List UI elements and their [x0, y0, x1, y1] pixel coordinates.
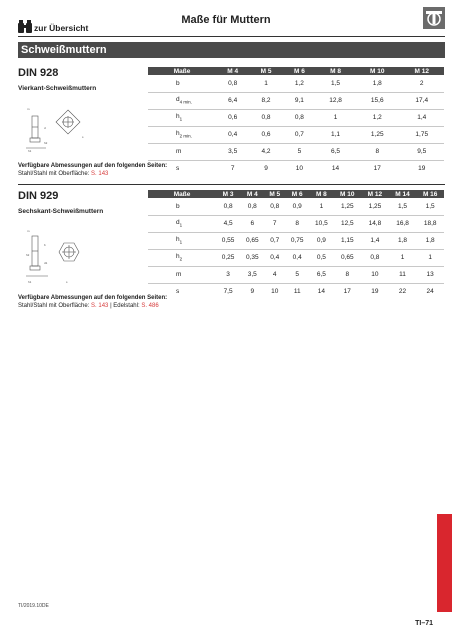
table-cell: 10 [361, 266, 389, 283]
din929-availability [18, 294, 167, 310]
row-label-subscript: 1 [179, 222, 183, 228]
table-row [148, 249, 444, 266]
din929-title: DIN 929 [18, 190, 59, 202]
column-header-size: M 8 [309, 190, 333, 198]
table-row [148, 232, 444, 249]
table-cell: 1 [416, 249, 444, 266]
table-cell: 10,5 [309, 215, 333, 232]
table-row [148, 126, 444, 143]
table-cell: 9,1 [283, 92, 316, 109]
table-cell: 0,8 [361, 249, 389, 266]
table-cell: 0,9 [309, 232, 333, 249]
table-cell: 1,8 [416, 232, 444, 249]
table-cell: 1,25 [333, 198, 361, 215]
table-cell: 6,4 [216, 92, 249, 109]
din928-drawing [24, 100, 90, 154]
table-cell: 1,2 [355, 109, 399, 126]
column-header-size: M 16 [416, 190, 444, 198]
table-cell: 1 [309, 198, 333, 215]
table-cell: 11 [293, 288, 301, 296]
din928-avail-page-link[interactable]: S. 143 [91, 171, 109, 177]
din928-avail-heading: Verfügbare Abmessungen auf den folgenden Seiten: [18, 163, 168, 169]
svg-text:h2: h2 [26, 253, 30, 257]
table-cell: 0,4 [264, 249, 285, 266]
row-label-symbol: d [176, 219, 180, 227]
table-cell: 9 [264, 165, 268, 173]
table-cell: 0,5 [309, 249, 333, 266]
table-cell: 1,8 [355, 75, 399, 92]
table-cell: 1 [316, 109, 355, 126]
table-cell: 7,5 [223, 288, 233, 296]
table-cell: 0,65 [333, 249, 361, 266]
row-label-symbol: s [176, 288, 180, 296]
svg-text:d: d [44, 126, 46, 130]
table-cell: 1,1 [316, 126, 355, 143]
table-cell: 17 [343, 288, 351, 296]
table-cell: 9,5 [399, 143, 444, 160]
din928-avail-prefix: Stahl/Stahl mit Oberfläche: [18, 171, 92, 177]
table-cell: 1,4 [361, 232, 389, 249]
table-row [148, 109, 444, 126]
svg-text:s: s [82, 135, 84, 139]
row-label-symbol: m [176, 148, 182, 155]
row-label-symbol: h [176, 130, 180, 138]
table-cell: 0,8 [216, 75, 249, 92]
table-cell: 10 [271, 288, 279, 296]
row-label-subscript: 4 min. [179, 99, 192, 105]
table-cell: 1,25 [355, 126, 399, 143]
table-cell: 1,5 [416, 198, 444, 215]
table-cell: 3 [216, 266, 240, 283]
page-title: Maße für Muttern [181, 14, 271, 26]
svg-text:m: m [27, 107, 30, 111]
column-header-size: M 3 [216, 190, 240, 198]
table-cell: 1,8 [389, 232, 417, 249]
table-cell: 4 [264, 266, 285, 283]
row-label-symbol: s [176, 165, 180, 173]
table-cell: 15,6 [355, 92, 399, 109]
table-cell: 8 [355, 143, 399, 160]
table-cell: 8 [333, 266, 361, 283]
table-cell: 19 [418, 165, 426, 173]
table-cell: 8,2 [249, 92, 282, 109]
column-header-size: M 5 [249, 67, 282, 75]
din928-subtitle: Vierkant-Schweißmuttern [18, 85, 97, 92]
table-cell: 1,4 [399, 109, 444, 126]
table-cell: 6,5 [309, 266, 333, 283]
row-label-symbol: d [176, 96, 180, 104]
row-label [148, 75, 216, 92]
table-cell: 4,5 [216, 215, 240, 232]
column-header-size: M 4 [216, 67, 249, 75]
table-cell: 3,5 [240, 266, 264, 283]
table-cell: 5 [283, 143, 316, 160]
table-cell: 11 [389, 266, 417, 283]
table-row [148, 92, 444, 109]
table-cell: 0,7 [283, 126, 316, 143]
column-header-size: M 10 [355, 67, 399, 75]
din929-avail-prefix: Stahl/Stahl mit Oberfläche: [18, 303, 92, 309]
table-cell: 12,5 [333, 215, 361, 232]
din929-avail-page2-link[interactable]: S. 486 [141, 303, 159, 309]
svg-text:h1: h1 [28, 280, 32, 284]
chapter-side-tab [437, 514, 452, 612]
table-cell: 0,35 [240, 249, 264, 266]
table-cell: 0,8 [240, 198, 264, 215]
table-cell: 0,25 [216, 249, 240, 266]
table-cell: 22 [398, 288, 407, 296]
table-row [148, 143, 444, 160]
column-header-size: M 12 [361, 190, 389, 198]
table-cell: 1 [389, 249, 417, 266]
table-cell: 0,4 [216, 126, 249, 143]
table-cell: 24 [426, 288, 434, 296]
row-label [148, 92, 216, 109]
row-label-symbol: h [176, 253, 180, 261]
row-label [148, 215, 216, 232]
section-divider [18, 184, 445, 185]
column-header-size: M 8 [316, 67, 355, 75]
row-label [148, 249, 216, 266]
svg-text:d1: d1 [44, 261, 48, 265]
table-cell: 0,8 [249, 109, 282, 126]
column-header-size: M 14 [389, 190, 417, 198]
table-cell: 17,4 [399, 92, 444, 109]
table-cell: 0,4 [285, 249, 309, 266]
table-cell: 0,9 [285, 198, 309, 215]
table-cell: 5 [285, 266, 309, 283]
table-cell: 0,6 [216, 109, 249, 126]
row-label-subscript: 2 [179, 256, 183, 262]
column-header-size: M 4 [240, 190, 264, 198]
column-header-dimension: Maße [148, 67, 216, 75]
row-label [148, 143, 216, 160]
table-cell: 19 [371, 288, 379, 296]
table-row [148, 160, 444, 177]
table-cell: 7 [264, 215, 285, 232]
row-label-subscript: 1 [179, 116, 183, 122]
row-label-subscript: 1 [179, 239, 183, 245]
table-cell: 0,6 [249, 126, 282, 143]
din929-subtitle: Sechskant-Schweißmuttern [18, 208, 104, 215]
din929-drawing [24, 226, 90, 286]
row-label-symbol: h [176, 113, 180, 121]
row-label [148, 266, 216, 283]
row-label-subscript: 2 min. [179, 133, 192, 139]
table-cell: 18,8 [416, 215, 444, 232]
din929-header-row [148, 190, 444, 198]
column-header-dimension: Maße [148, 190, 216, 198]
table-cell: 17 [373, 165, 381, 173]
din929-avail-separator: | Edelstahl: [108, 303, 142, 309]
table-cell: 1,5 [389, 198, 417, 215]
din929-table [148, 190, 444, 300]
table-cell: 6,5 [316, 143, 355, 160]
din929-avail-page-link[interactable]: S. 143 [91, 303, 109, 309]
table-row [148, 283, 444, 300]
table-cell: 0,7 [264, 232, 285, 249]
footer-code: TI/2019.10DE [18, 603, 49, 609]
table-cell: 0,8 [216, 198, 240, 215]
din928-title: DIN 928 [18, 67, 59, 79]
din929-avail-heading: Verfügbare Abmessungen auf den folgenden Seiten: [18, 295, 168, 301]
table-cell: 12,8 [316, 92, 355, 109]
back-label: zur Übersicht [34, 23, 89, 33]
table-cell: 3,5 [216, 143, 249, 160]
page-number: TI–71 [415, 620, 433, 627]
row-label [148, 232, 216, 249]
table-cell: 0,75 [285, 232, 309, 249]
table-cell: 14,8 [361, 215, 389, 232]
column-header-size: M 5 [264, 190, 285, 198]
row-label [148, 126, 216, 143]
row-label [148, 198, 216, 215]
row-label [148, 109, 216, 126]
table-cell: 0,65 [240, 232, 264, 249]
table-cell: 14 [331, 165, 340, 173]
table-cell: 8 [285, 215, 309, 232]
table-row [148, 215, 444, 232]
table-cell: 1,2 [283, 75, 316, 92]
table-cell: 16,8 [389, 215, 417, 232]
svg-text:m: m [27, 229, 30, 233]
table-cell: 2 [399, 75, 444, 92]
table-row [148, 75, 444, 92]
table-cell: 10 [295, 165, 304, 173]
row-label-symbol: h [176, 236, 180, 244]
svg-text:b: b [44, 243, 46, 247]
section-title-bar: Schweißmuttern [18, 42, 445, 58]
column-header-size: M 6 [283, 67, 316, 75]
table-cell: 0,55 [216, 232, 240, 249]
table-cell: 1,15 [333, 232, 361, 249]
table-row [148, 198, 444, 215]
column-header-size: M 10 [333, 190, 361, 198]
table-cell: 9 [250, 288, 255, 296]
table-cell: 0,8 [264, 198, 285, 215]
table-cell: 4,2 [249, 143, 282, 160]
din928-header-row [148, 67, 444, 75]
table-cell: 6 [240, 215, 264, 232]
header-rule [18, 36, 445, 37]
din928-availability [18, 162, 167, 178]
table-cell: 7 [230, 165, 235, 173]
svg-text:h1: h1 [28, 149, 32, 153]
table-cell: 1,25 [361, 198, 389, 215]
table-cell: 1,5 [316, 75, 355, 92]
column-header-size: M 6 [285, 190, 309, 198]
din928-table [148, 67, 444, 177]
row-label-symbol: b [176, 79, 180, 87]
table-cell: 1,75 [399, 126, 444, 143]
svg-text:s: s [66, 280, 68, 284]
row-label-symbol: m [176, 271, 182, 278]
row-label-symbol: b [176, 202, 180, 210]
table-cell: 0,8 [283, 109, 316, 126]
table-cell: 1 [249, 75, 282, 92]
tool-logo-icon [423, 7, 445, 29]
table-cell: 14 [317, 288, 325, 296]
svg-text:h2: h2 [44, 141, 48, 145]
table-row [148, 266, 444, 283]
column-header-size: M 12 [399, 67, 444, 75]
table-cell: 13 [416, 266, 444, 283]
